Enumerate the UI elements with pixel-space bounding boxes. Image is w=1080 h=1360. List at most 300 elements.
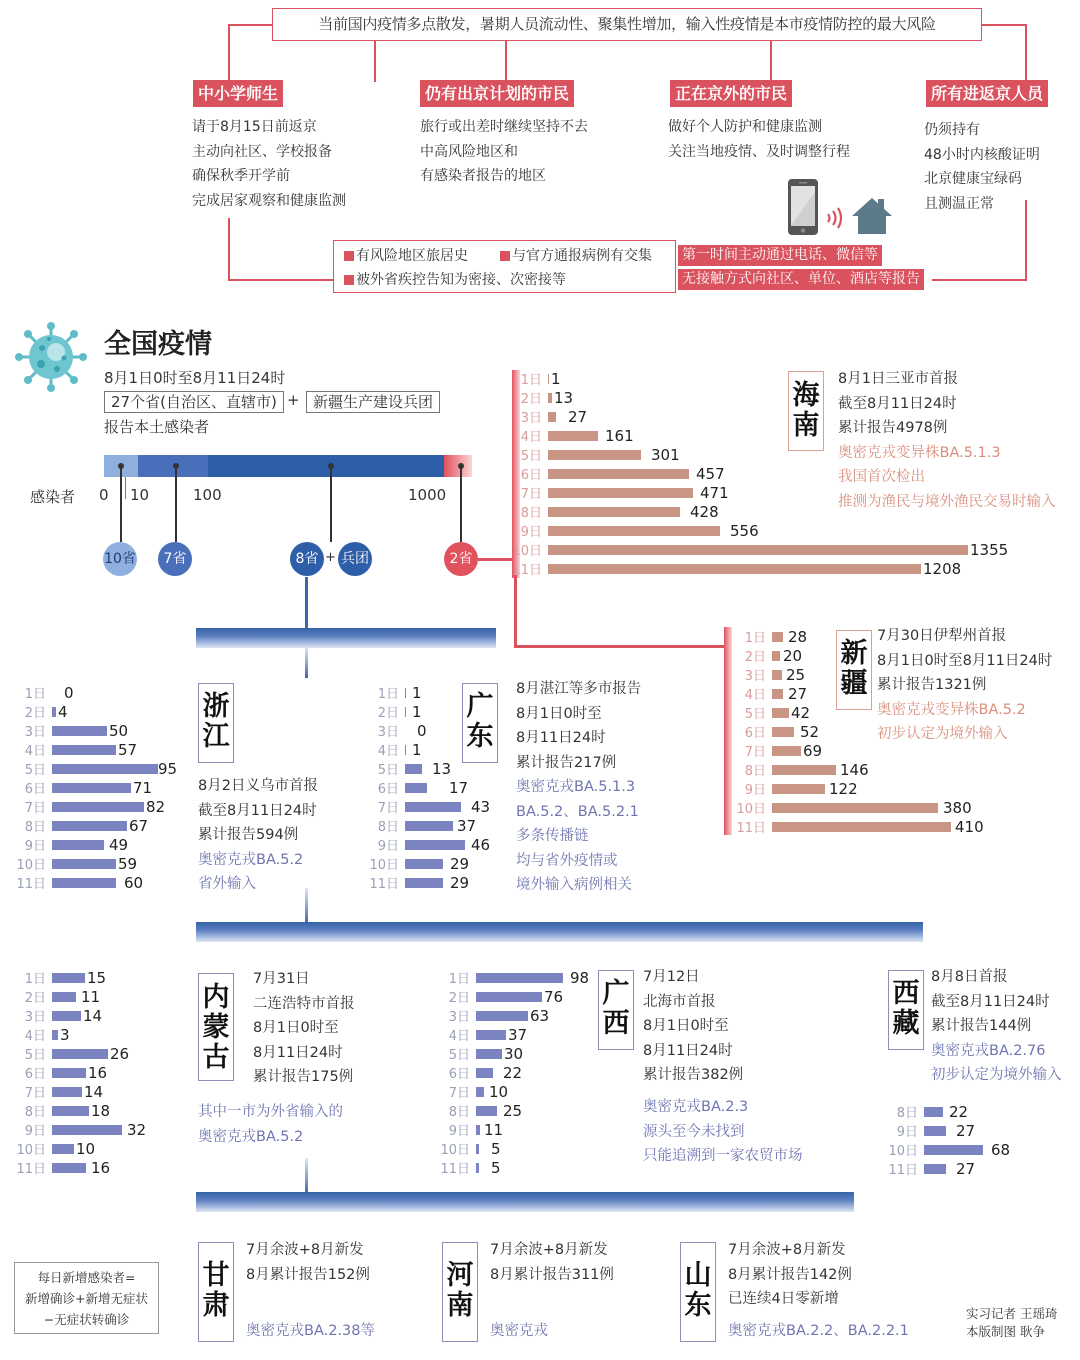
- variant-note: 奥密克戎变异株BA.5.1.3: [838, 444, 1001, 461]
- day-label: 9日: [24, 839, 46, 854]
- bar-value: 30: [504, 1044, 524, 1063]
- bar-row: [512, 502, 719, 521]
- bullet-square-icon: [344, 251, 354, 261]
- bar-value: 4: [58, 702, 68, 721]
- bar: [772, 727, 794, 737]
- bar-value: 25: [503, 1101, 523, 1120]
- bar: [548, 545, 968, 555]
- bar-value: 25: [786, 665, 806, 684]
- info-line: 8月1日0时至: [516, 705, 602, 722]
- info-line: 7月30日伊犁州首报: [877, 628, 1007, 644]
- bubble-xpcc: 兵团: [338, 542, 372, 576]
- day-label: 3日: [520, 411, 542, 426]
- bar: [405, 783, 427, 793]
- variant-note: 我国首次检出: [838, 469, 925, 485]
- tick-label: 10: [130, 486, 150, 504]
- bar-value: 5: [491, 1139, 501, 1158]
- info-line: 截至8月11日24时: [198, 802, 317, 819]
- bar-value: 37: [508, 1025, 528, 1044]
- bar-value: 26: [110, 1044, 130, 1063]
- group-tag-students: 中小学师生: [193, 80, 283, 107]
- bar-row: [16, 835, 128, 854]
- day-label: 1日: [744, 631, 766, 646]
- day-label: 2日: [24, 991, 46, 1006]
- bar: [52, 878, 116, 888]
- text-line: 做好个人防护和健康监测: [668, 119, 822, 135]
- bar: [476, 992, 542, 1002]
- condition-text: 有风险地区旅居史: [356, 248, 468, 264]
- bar-row: [736, 703, 810, 722]
- bar: [476, 1163, 479, 1173]
- bar-row: [736, 684, 807, 703]
- bar-row: [512, 445, 680, 464]
- bar: [924, 1145, 983, 1155]
- variant-note: BA.5.2、BA.5.2.1: [516, 803, 639, 820]
- group-arrivals-text: [924, 118, 1040, 216]
- bar-row: [736, 798, 972, 817]
- province-name: 河南: [446, 1260, 474, 1321]
- bar-row: [369, 721, 427, 740]
- bar: [52, 1163, 86, 1173]
- bar: [52, 726, 107, 736]
- group-tag-outside-beijing: 正在京外的市民: [670, 80, 792, 107]
- info-line: 7月余波+8月新发: [728, 1242, 846, 1258]
- day-label: 6日: [520, 468, 542, 483]
- variant-note: 奥密克戎BA.2.2、BA.2.2.1: [728, 1323, 909, 1339]
- bar-row: [736, 665, 805, 684]
- bar-value: 57: [118, 740, 138, 759]
- variant-note: 源头至今未找到: [643, 1123, 745, 1140]
- bar-value: 95: [158, 759, 178, 778]
- bar: [52, 1030, 58, 1040]
- bubble-7-provinces: 7省: [158, 542, 192, 576]
- frame-line: [228, 218, 230, 280]
- bubble-10-provinces: 10省: [103, 542, 137, 576]
- tick-label: 0: [99, 486, 109, 504]
- province-name: 海南: [792, 380, 820, 441]
- group-band-3: [196, 1192, 854, 1212]
- day-label: 11日: [888, 1163, 918, 1178]
- connector-line: [514, 645, 726, 648]
- bar: [476, 1087, 484, 1097]
- info-line: 累计报告382例: [643, 1067, 744, 1083]
- day-label: 9日: [448, 1124, 470, 1139]
- group-tag-travel-plans: 仍有出京计划的市民: [420, 80, 574, 107]
- day-label: 8日: [24, 820, 46, 835]
- province-name: 西藏: [892, 978, 920, 1039]
- day-label: 4日: [520, 430, 542, 445]
- bar-value: 20: [783, 646, 803, 665]
- info-zhejiang: [198, 774, 318, 897]
- bar: [924, 1126, 946, 1136]
- day-label: 5日: [448, 1048, 470, 1063]
- day-label: 7日: [448, 1086, 470, 1101]
- bar-value: 67: [129, 816, 149, 835]
- day-label: 5日: [744, 707, 766, 722]
- bar: [476, 973, 563, 983]
- bar-value: 27: [568, 407, 588, 426]
- day-label: 1日: [520, 373, 542, 388]
- day-label: 1日: [24, 972, 46, 987]
- bar-value: 1: [551, 369, 561, 388]
- day-label: 9日: [744, 783, 766, 798]
- day-label: 8日: [896, 1106, 918, 1121]
- day-label: 3日: [448, 1010, 470, 1025]
- day-label: 11日: [736, 821, 766, 836]
- bar: [405, 707, 406, 717]
- info-line: 累计报告4978例: [838, 420, 948, 436]
- day-label: 3日: [24, 725, 46, 740]
- bar: [52, 992, 76, 1002]
- province-label-xinjiang: [836, 630, 872, 710]
- day-label: 7日: [520, 487, 542, 502]
- bar-row: [16, 1101, 110, 1120]
- bar-row: [16, 1006, 102, 1025]
- bar-value: 11: [484, 1120, 504, 1139]
- bar-row: [369, 702, 422, 721]
- bar-value: 10: [489, 1082, 509, 1101]
- variant-note: 初步认定为境外输入: [877, 726, 1008, 742]
- day-label: 10日: [736, 802, 766, 817]
- bar: [476, 1068, 493, 1078]
- bar-row: [512, 426, 634, 445]
- variant-note: 多条传播链: [516, 828, 589, 844]
- province-label-gansu: [198, 1242, 234, 1342]
- bar: [52, 783, 131, 793]
- connector-line: [478, 558, 514, 561]
- bar-row: [369, 759, 451, 778]
- bar-row: [16, 1082, 103, 1101]
- day-label: 6日: [377, 782, 399, 797]
- bar: [548, 393, 552, 403]
- bar-row: [736, 646, 802, 665]
- bar-value: 16: [88, 1063, 108, 1082]
- variant-note: 境外输入病例相关: [516, 877, 632, 893]
- bar: [405, 745, 406, 755]
- group-students-text: [192, 115, 346, 213]
- info-line: 7月余波+8月新发: [490, 1242, 608, 1258]
- bar-value: 1355: [970, 540, 1009, 559]
- day-label: 11日: [512, 563, 542, 578]
- bar-row: [440, 1025, 527, 1044]
- bar: [476, 1125, 480, 1135]
- bar: [548, 488, 693, 498]
- bar-row: [888, 1159, 975, 1178]
- day-label: 10日: [369, 858, 399, 873]
- bar-value: 27: [956, 1159, 976, 1178]
- info-line: 累计报告217例: [516, 754, 617, 771]
- bar-row: [369, 835, 490, 854]
- plus-sign: +: [287, 391, 300, 409]
- bullet-square-icon: [500, 251, 510, 261]
- marker-stem: [120, 466, 122, 542]
- info-neimenggu: [253, 967, 355, 1090]
- info-line: 8月累计报告152例: [246, 1266, 370, 1283]
- variant-note: 其中一市为外省输入的: [198, 1104, 343, 1120]
- info-line: 累计报告144例: [931, 1018, 1032, 1034]
- bar: [548, 412, 556, 422]
- day-label: 8日: [520, 506, 542, 521]
- bar-value: 11: [81, 987, 101, 1006]
- province-label-guangxi: [598, 970, 634, 1050]
- day-label: 7日: [744, 745, 766, 760]
- info-guangdong: [516, 677, 641, 898]
- bar-row: [512, 464, 725, 483]
- notes-henan: [490, 1319, 548, 1344]
- frame-line: [374, 41, 376, 82]
- info-henan: [490, 1238, 614, 1287]
- info-line: 截至8月11日24时: [838, 395, 957, 412]
- bar: [476, 1030, 506, 1040]
- bar-value: 14: [83, 1006, 103, 1025]
- connector-line: [305, 577, 308, 629]
- virus-icon: [14, 322, 88, 392]
- bar-value: 380: [943, 798, 972, 817]
- day-label: 4日: [24, 744, 46, 759]
- bar-value: 15: [87, 968, 107, 987]
- day-label: 2日: [448, 991, 470, 1006]
- info-line: 8月湛江等多市报告: [516, 681, 642, 697]
- report-action-2: 无接触方式向社区、单位、酒店等报告: [678, 269, 924, 290]
- info-line: 已连续4日零新增: [728, 1291, 839, 1307]
- variant-note: 省外输入: [198, 876, 256, 892]
- bar-row: [512, 483, 729, 502]
- bar-row: [369, 797, 490, 816]
- bar-value: 14: [84, 1082, 104, 1101]
- bar-value: 1: [412, 683, 422, 702]
- bar-row: [736, 627, 807, 646]
- info-line: 8月1日0时至: [643, 1018, 729, 1034]
- bar-value: 146: [840, 760, 869, 779]
- bar-row: [16, 759, 177, 778]
- bar-value: 98: [570, 968, 590, 987]
- day-label: 7日: [377, 801, 399, 816]
- bar-value: 28: [788, 627, 808, 646]
- bar-value: 59: [118, 854, 138, 873]
- bar-value: 49: [109, 835, 129, 854]
- day-label: 10日: [888, 1144, 918, 1159]
- credit-line: 实习记者 王瑶琦: [966, 1306, 1058, 1321]
- info-line: 8月8日首报: [931, 969, 1008, 985]
- day-label: 9日: [896, 1125, 918, 1140]
- text-line: 请于8月15日前返京: [192, 119, 317, 135]
- bar-row: [440, 1063, 522, 1082]
- tick-label: 100: [193, 486, 222, 504]
- day-label: 5日: [24, 763, 46, 778]
- bar: [772, 689, 783, 699]
- day-label: 6日: [744, 726, 766, 741]
- bar-row: [16, 721, 128, 740]
- bar-value: 52: [800, 722, 820, 741]
- bar-value: 60: [124, 873, 144, 892]
- marker-stem: [460, 466, 462, 542]
- bar-value: 10: [76, 1139, 96, 1158]
- info-line: 7月12日: [643, 969, 700, 985]
- formula-line: 每日新增感染者=: [37, 1270, 136, 1285]
- bar-row: [512, 369, 561, 388]
- bar-row: [16, 778, 152, 797]
- bar-row: [369, 873, 469, 892]
- bar-row: [736, 722, 819, 741]
- bar: [772, 670, 782, 680]
- bubble-2-provinces: 2省: [444, 542, 478, 576]
- bar-row: [440, 1006, 549, 1025]
- day-label: 3日: [24, 1010, 46, 1025]
- group-tag-arrivals: 所有进返京人员: [926, 80, 1048, 107]
- bar-value: 556: [730, 521, 759, 540]
- bar-value: 161: [605, 426, 634, 445]
- bar-value: 32: [127, 1120, 147, 1139]
- report-action-1: 第一时间主动通过电话、微信等: [678, 245, 882, 266]
- bar-value: 0: [64, 683, 74, 702]
- bar-value: 18: [91, 1101, 111, 1120]
- province-label-guangdong: [462, 683, 498, 763]
- bar-row: [16, 1158, 110, 1177]
- bar-row: [512, 407, 587, 426]
- info-line: 累计报告175例: [253, 1069, 354, 1085]
- bar: [52, 821, 127, 831]
- bar-value: 13: [432, 759, 452, 778]
- day-label: 8日: [24, 1105, 46, 1120]
- info-xinjiang: [877, 624, 1052, 747]
- notes-gansu: [246, 1319, 375, 1344]
- bar-value: 410: [955, 817, 984, 836]
- variant-note: 奥密克戎BA.2.3: [643, 1099, 749, 1115]
- day-label: 1日: [377, 687, 399, 702]
- bar-row: [888, 1121, 975, 1140]
- bar-row: [16, 1120, 146, 1139]
- bar: [52, 1106, 89, 1116]
- province-name: 甘肃: [202, 1260, 230, 1321]
- bar: [52, 1087, 82, 1097]
- text-line: 仍须持有: [924, 122, 980, 138]
- day-label: 10日: [16, 1143, 46, 1158]
- day-label: 9日: [520, 525, 542, 540]
- marker-stem: [330, 466, 332, 542]
- bar-value: 68: [991, 1140, 1011, 1159]
- bar-value: 301: [651, 445, 680, 464]
- bar-value: 1208: [923, 559, 962, 578]
- info-line: 7月余波+8月新发: [246, 1242, 364, 1258]
- info-line: 累计报告1321例: [877, 677, 987, 693]
- notes-neimenggu: [198, 1100, 343, 1149]
- bar: [52, 1144, 74, 1154]
- day-label: 8日: [744, 764, 766, 779]
- risk-banner: 当前国内疫情多点散发，暑期人员流动性、聚集性增加，输入性疫情是本市疫情防控的最大风险: [272, 8, 982, 41]
- bar-value: 50: [109, 721, 129, 740]
- day-label: 3日: [744, 669, 766, 684]
- variant-note: 奥密克戎BA.2.38等: [246, 1323, 376, 1339]
- bar: [548, 469, 689, 479]
- bar-row: [736, 760, 869, 779]
- bar-row: [736, 817, 984, 836]
- bar: [772, 632, 783, 642]
- day-label: 5日: [24, 1048, 46, 1063]
- bar-row: [440, 968, 589, 987]
- bubble-8-provinces: 8省: [290, 542, 324, 576]
- text-line: 中高风险地区和: [420, 143, 518, 160]
- bar: [924, 1164, 946, 1174]
- day-label: 1日: [24, 687, 46, 702]
- province-name: 山东: [684, 1260, 712, 1321]
- day-label: 4日: [377, 744, 399, 759]
- tick-mark: [125, 477, 126, 499]
- info-line: 8月2日义乌市首报: [198, 778, 318, 794]
- group-band-1: [196, 628, 496, 648]
- frame-line: [932, 279, 1027, 281]
- frame-line: [770, 41, 772, 82]
- bar: [405, 764, 422, 774]
- day-label: 7日: [24, 801, 46, 816]
- bar: [52, 1011, 81, 1021]
- day-label: 8日: [448, 1105, 470, 1120]
- info-line: 8月11日24时: [253, 1044, 343, 1061]
- info-line: 8月1日三亚市首报: [838, 371, 958, 387]
- provinces-box: 27个省(自治区、直辖市): [104, 391, 284, 413]
- bar-row: [16, 1139, 95, 1158]
- bar-value: 3: [60, 1025, 70, 1044]
- formula-line: −无症状转确诊: [43, 1312, 130, 1327]
- province-label-xizang: [888, 970, 924, 1050]
- text-line: 且测温正常: [924, 195, 994, 212]
- phone-icon: [787, 178, 819, 236]
- info-line: 截至8月11日24时: [931, 993, 1050, 1010]
- bar-row: [736, 741, 822, 760]
- bar-value: 82: [146, 797, 166, 816]
- province-name: 新疆: [840, 638, 868, 699]
- day-label: 6日: [448, 1067, 470, 1082]
- tick-label: 1000: [408, 486, 447, 504]
- bar-row: [512, 540, 1008, 559]
- bar: [772, 803, 938, 813]
- text-line: 48小时内核酸证明: [924, 146, 1040, 163]
- bar-value: 428: [690, 502, 719, 521]
- bar-row: [369, 778, 468, 797]
- bar-row: [16, 797, 165, 816]
- bar-value: 17: [449, 778, 469, 797]
- bar: [548, 374, 549, 384]
- bar-value: 5: [491, 1158, 501, 1177]
- day-label: 7日: [24, 1086, 46, 1101]
- province-label-shandong: [680, 1242, 716, 1342]
- bar-value: 71: [133, 778, 153, 797]
- bar-row: [369, 683, 422, 702]
- day-label: 11日: [16, 1162, 46, 1177]
- group-outside-beijing-text: [668, 115, 850, 164]
- variant-note: 只能追溯到一家农贸市场: [643, 1148, 803, 1164]
- bar-row: [440, 987, 563, 1006]
- formula-line: 新增确诊+新增无症状: [25, 1291, 148, 1306]
- bar: [772, 784, 825, 794]
- province-name: 内蒙古: [202, 982, 230, 1073]
- bar: [772, 651, 780, 661]
- bar-value: 471: [700, 483, 729, 502]
- bar-value: 76: [544, 987, 564, 1006]
- bar-value: 29: [450, 873, 470, 892]
- text-line: 完成居家观察和健康监测: [192, 192, 346, 209]
- bar: [52, 745, 116, 755]
- bar-row: [16, 1063, 107, 1082]
- province-name: 广东: [466, 691, 494, 752]
- bar-row: [888, 1102, 968, 1121]
- bar: [548, 564, 921, 574]
- frame-line: [228, 24, 273, 26]
- bar: [52, 707, 56, 717]
- bar-value: 457: [696, 464, 725, 483]
- bar: [405, 878, 443, 888]
- day-label: 11日: [369, 877, 399, 892]
- bar-row: [16, 968, 106, 987]
